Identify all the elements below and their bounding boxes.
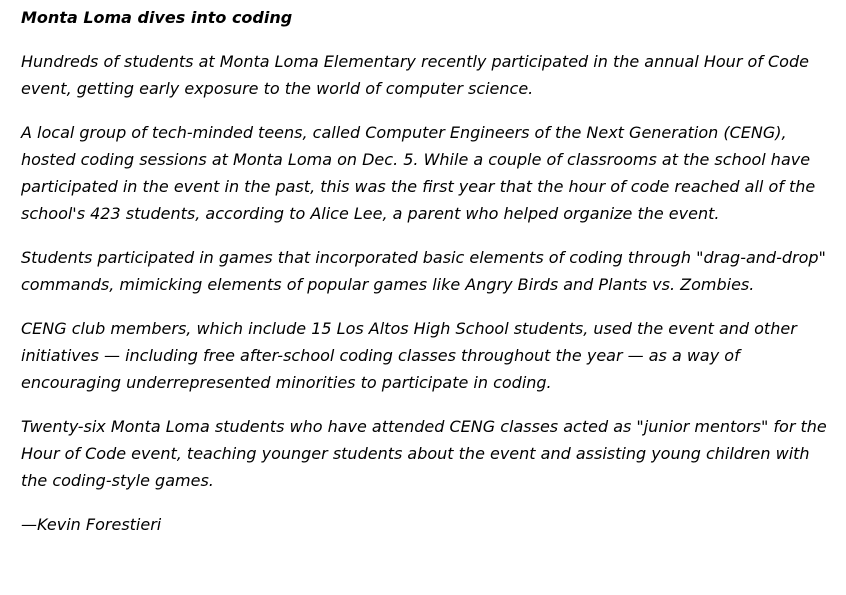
article-headline: Monta Loma dives into coding: [21, 8, 293, 27]
article-paragraph: Twenty-six Monta Loma students who have attended CENG classes acted as "junior mentors" for the Hour of Code event, teaching younger students about the event and assisting young children with the coding-style games.: [21, 417, 827, 490]
article-paragraph: Students participated in games that incorporated basic elements of coding through "drag-and-drop" commands, mimicking elements of popular games like Angry Birds and Plants vs. Zombies.: [21, 248, 826, 294]
article-byline: —Kevin Forestieri: [21, 515, 162, 534]
article-paragraph: CENG club members, which include 15 Los Altos High School students, used the event and other initiatives — including free after-school coding classes throughout the year — as a way of encouraging underrepresented minorities to participate in coding.: [21, 319, 797, 392]
article-paragraph: A local group of tech-minded teens, called Computer Engineers of the Next Generation (CENG), hosted coding sessions at Monta Loma on Dec. 5. While a couple of classrooms at the school have participated in the event in the past, this was the first year that the hour of code reached all of the school's 423 students, according to Alice Lee, a parent who helped organize the event.: [21, 123, 816, 223]
article-paragraph: Hundreds of students at Monta Loma Elementary recently participated in the annual Hour of Code event, getting early exposure to the world of computer science.: [21, 52, 809, 98]
article: [21, 4, 839, 538]
